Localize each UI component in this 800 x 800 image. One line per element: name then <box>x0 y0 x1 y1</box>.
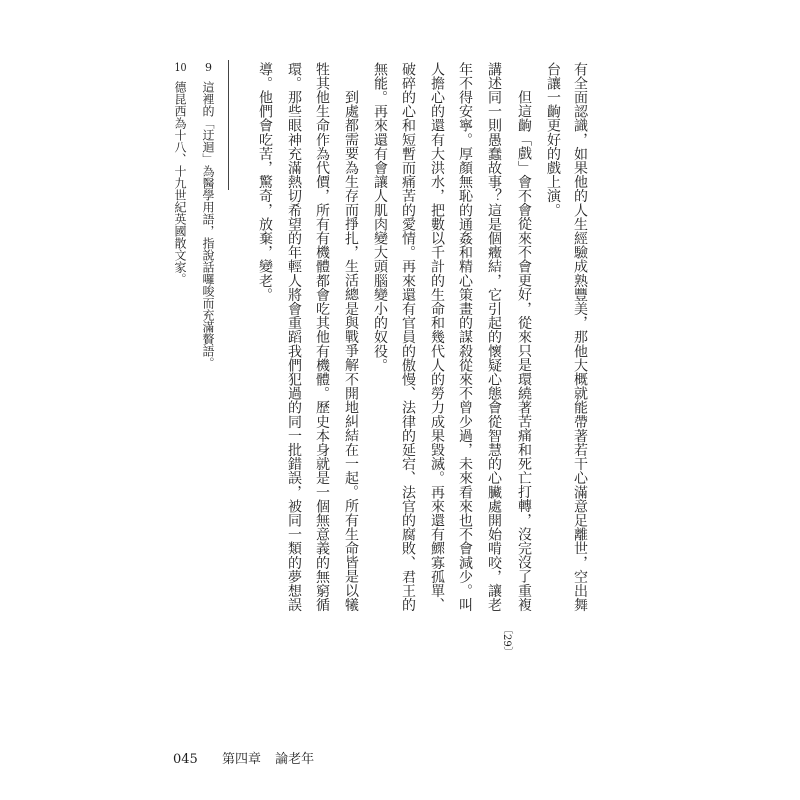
footnote-number: 10 <box>174 62 187 73</box>
text-column: 講述同一則愚蠢故事？這是個癥結，它引起的懷疑心態會從智慧的心臟處開始啃咬，讓老 <box>486 62 502 612</box>
text-column: 有全面認識，如果他的人生經驗成熟豐美，那他大概就能帶著若干心滿意足離世，空出舞 <box>572 62 588 612</box>
text-column: 年不得安寧。厚顏無恥的通姦和精心策畫的謀殺從來不曾少過，未來看來也不會減少。叫 <box>457 62 473 612</box>
text-column: 但這齣「戲」會不會從來不會更好，從來只是環繞著苦痛和死亡打轉，沒完沒了重複 <box>516 90 532 612</box>
footnote <box>201 62 215 382</box>
page-number: 045 <box>173 752 198 767</box>
footnote-text: 這裡的「迂迴」為醫學用語，指說話囉唆而充滿贅語。 <box>201 81 215 369</box>
text-column: 到處都需要為生存而掙扎，生活總是與戰爭解不開地糾結在一起。所有生命皆是以犧 <box>343 90 359 612</box>
text-column: 無能。再來還有會讓人肌肉變大頭腦變小的奴役。 <box>372 62 388 373</box>
running-footer <box>173 751 314 769</box>
text-column: 破碎的心和短暫而痛苦的愛情。再來還有官員的傲慢、法律的延宕、法官的腐敗、君王的 <box>400 62 416 612</box>
chapter-label: 第四章 <box>221 752 261 767</box>
footnote <box>173 62 187 382</box>
text-column: 人擔心的還有大洪水，把數以千計的生命和幾代人的勞力成果毀滅。再來還有鰥寡孤單、 <box>429 62 445 612</box>
footnote-text: 德昆西為十八、十九世紀英國散文家。 <box>173 81 187 285</box>
footnote-divider <box>228 60 229 190</box>
text-column: 台讓一齣更好的戲上演。 <box>545 62 561 218</box>
text-column: 導。他們會吃苦，驚奇，放棄，變老。 <box>257 62 273 302</box>
original-page-marker: 〔29〕 <box>501 624 512 657</box>
text-column: 牲其他生命作為代價，所有有機體都會吃其他有機體。歷史本身就是一個無意義的無窮循 <box>314 62 330 612</box>
text-column: 環。那些眼神充滿熱切希望的年輕人將會重蹈我們犯過的同一批錯誤，被同一類的夢想誤 <box>286 62 302 612</box>
chapter-title: 論老年 <box>275 752 315 767</box>
footnote-number: 9 <box>205 62 212 73</box>
